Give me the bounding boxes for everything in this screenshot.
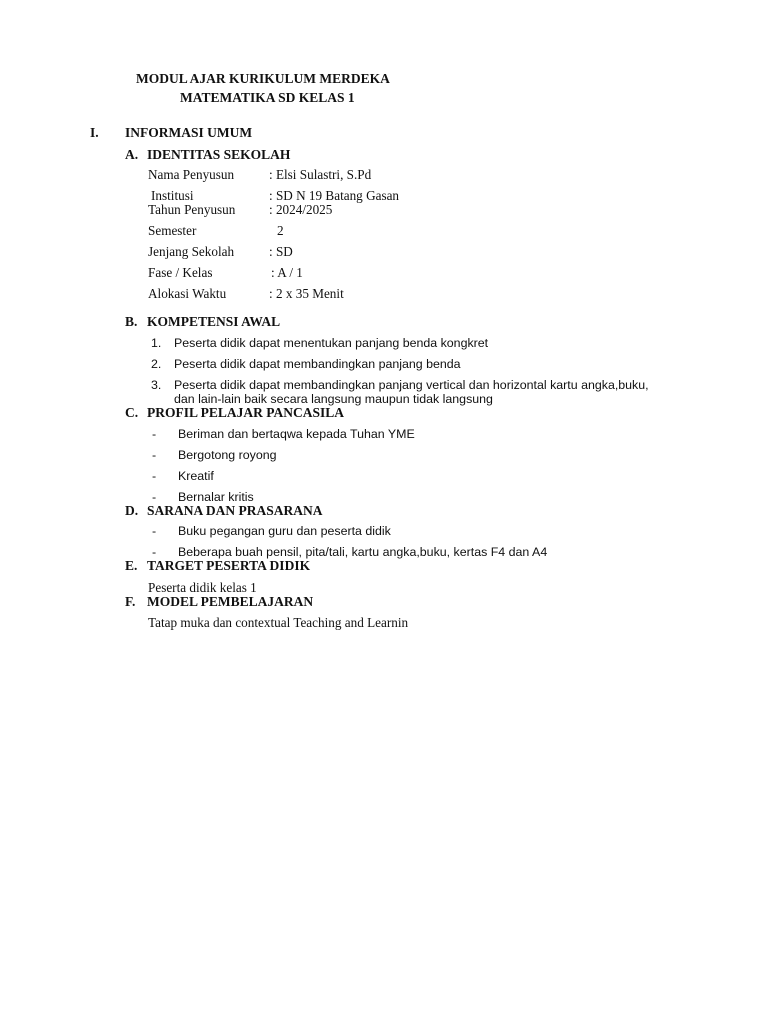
subsection-letter-f: F.: [125, 594, 136, 609]
bullet-dash: -: [152, 469, 157, 483]
section-heading: INFORMASI UMUM: [125, 125, 253, 140]
doc-title-line1: MODUL AJAR KURIKULUM MERDEKA: [136, 71, 390, 86]
subsection-heading-e: TARGET PESERTA DIDIK: [147, 558, 311, 573]
identity-value: : SD N 19 Batang Gasan: [269, 188, 400, 203]
section-number: I.: [90, 125, 99, 140]
bullet-dash: -: [152, 448, 157, 462]
identity-label: Nama Penyusun: [148, 167, 235, 182]
identity-label: Semester: [148, 223, 197, 238]
identity-value: : A / 1: [271, 265, 303, 280]
list-item: Bernalar kritis: [178, 490, 254, 504]
subsection-heading-b: KOMPETENSI AWAL: [147, 314, 281, 329]
target-text: Peserta didik kelas 1: [148, 580, 257, 595]
identity-label: Jenjang Sekolah: [148, 244, 235, 259]
list-number: 2.: [151, 357, 162, 371]
model-text: Tatap muka dan contextual Teaching and Learnin: [148, 615, 409, 630]
subsection-letter-e: E.: [125, 558, 138, 573]
identity-value: : Elsi Sulastri, S.Pd: [269, 167, 372, 182]
identity-value: 2: [277, 223, 284, 238]
subsection-letter-a: A.: [125, 147, 139, 162]
subsection-heading-a: IDENTITAS SEKOLAH: [147, 147, 291, 162]
subsection-letter-c: C.: [125, 405, 139, 420]
identity-label: Tahun Penyusun: [148, 202, 236, 217]
identity-label: Fase / Kelas: [148, 265, 213, 280]
list-item: Peserta didik dapat menentukan panjang benda kongkret: [174, 336, 489, 350]
bullet-dash: -: [152, 490, 157, 504]
bullet-dash: -: [152, 545, 157, 559]
identity-value: : 2 x 35 Menit: [269, 286, 344, 301]
subsection-heading-f: MODEL PEMBELAJARAN: [147, 594, 314, 609]
bullet-dash: -: [152, 524, 157, 538]
doc-title-line2: MATEMATIKA SD KELAS 1: [180, 90, 355, 105]
list-item: Beberapa buah pensil, pita/tali, kartu angka,buku, kertas F4 dan A4: [178, 545, 548, 559]
list-number: 3.: [151, 378, 162, 392]
list-item: Kreatif: [178, 469, 214, 483]
list-item: Beriman dan bertaqwa kepada Tuhan YME: [178, 427, 415, 441]
identity-value: : 2024/2025: [269, 202, 333, 217]
identity-label: Institusi: [151, 188, 194, 203]
subsection-heading-c: PROFIL PELAJAR PANCASILA: [147, 405, 345, 420]
identity-value: : SD: [269, 244, 293, 259]
list-item: Peserta didik dapat membandingkan panjang vertical dan horizontal kartu angka,buku,: [174, 378, 649, 392]
list-item-continuation: dan lain-lain baik secara langsung maupun tidak langsung: [174, 392, 493, 406]
list-number: 1.: [151, 336, 162, 350]
bullet-dash: -: [152, 427, 157, 441]
list-item: Peserta didik dapat membandingkan panjang benda: [174, 357, 461, 371]
subsection-letter-b: B.: [125, 314, 138, 329]
subsection-heading-d: SARANA DAN PRASARANA: [147, 503, 323, 518]
identity-label: Alokasi Waktu: [148, 286, 227, 301]
list-item: Buku pegangan guru dan peserta didik: [178, 524, 391, 538]
subsection-letter-d: D.: [125, 503, 139, 518]
list-item: Bergotong royong: [178, 448, 277, 462]
